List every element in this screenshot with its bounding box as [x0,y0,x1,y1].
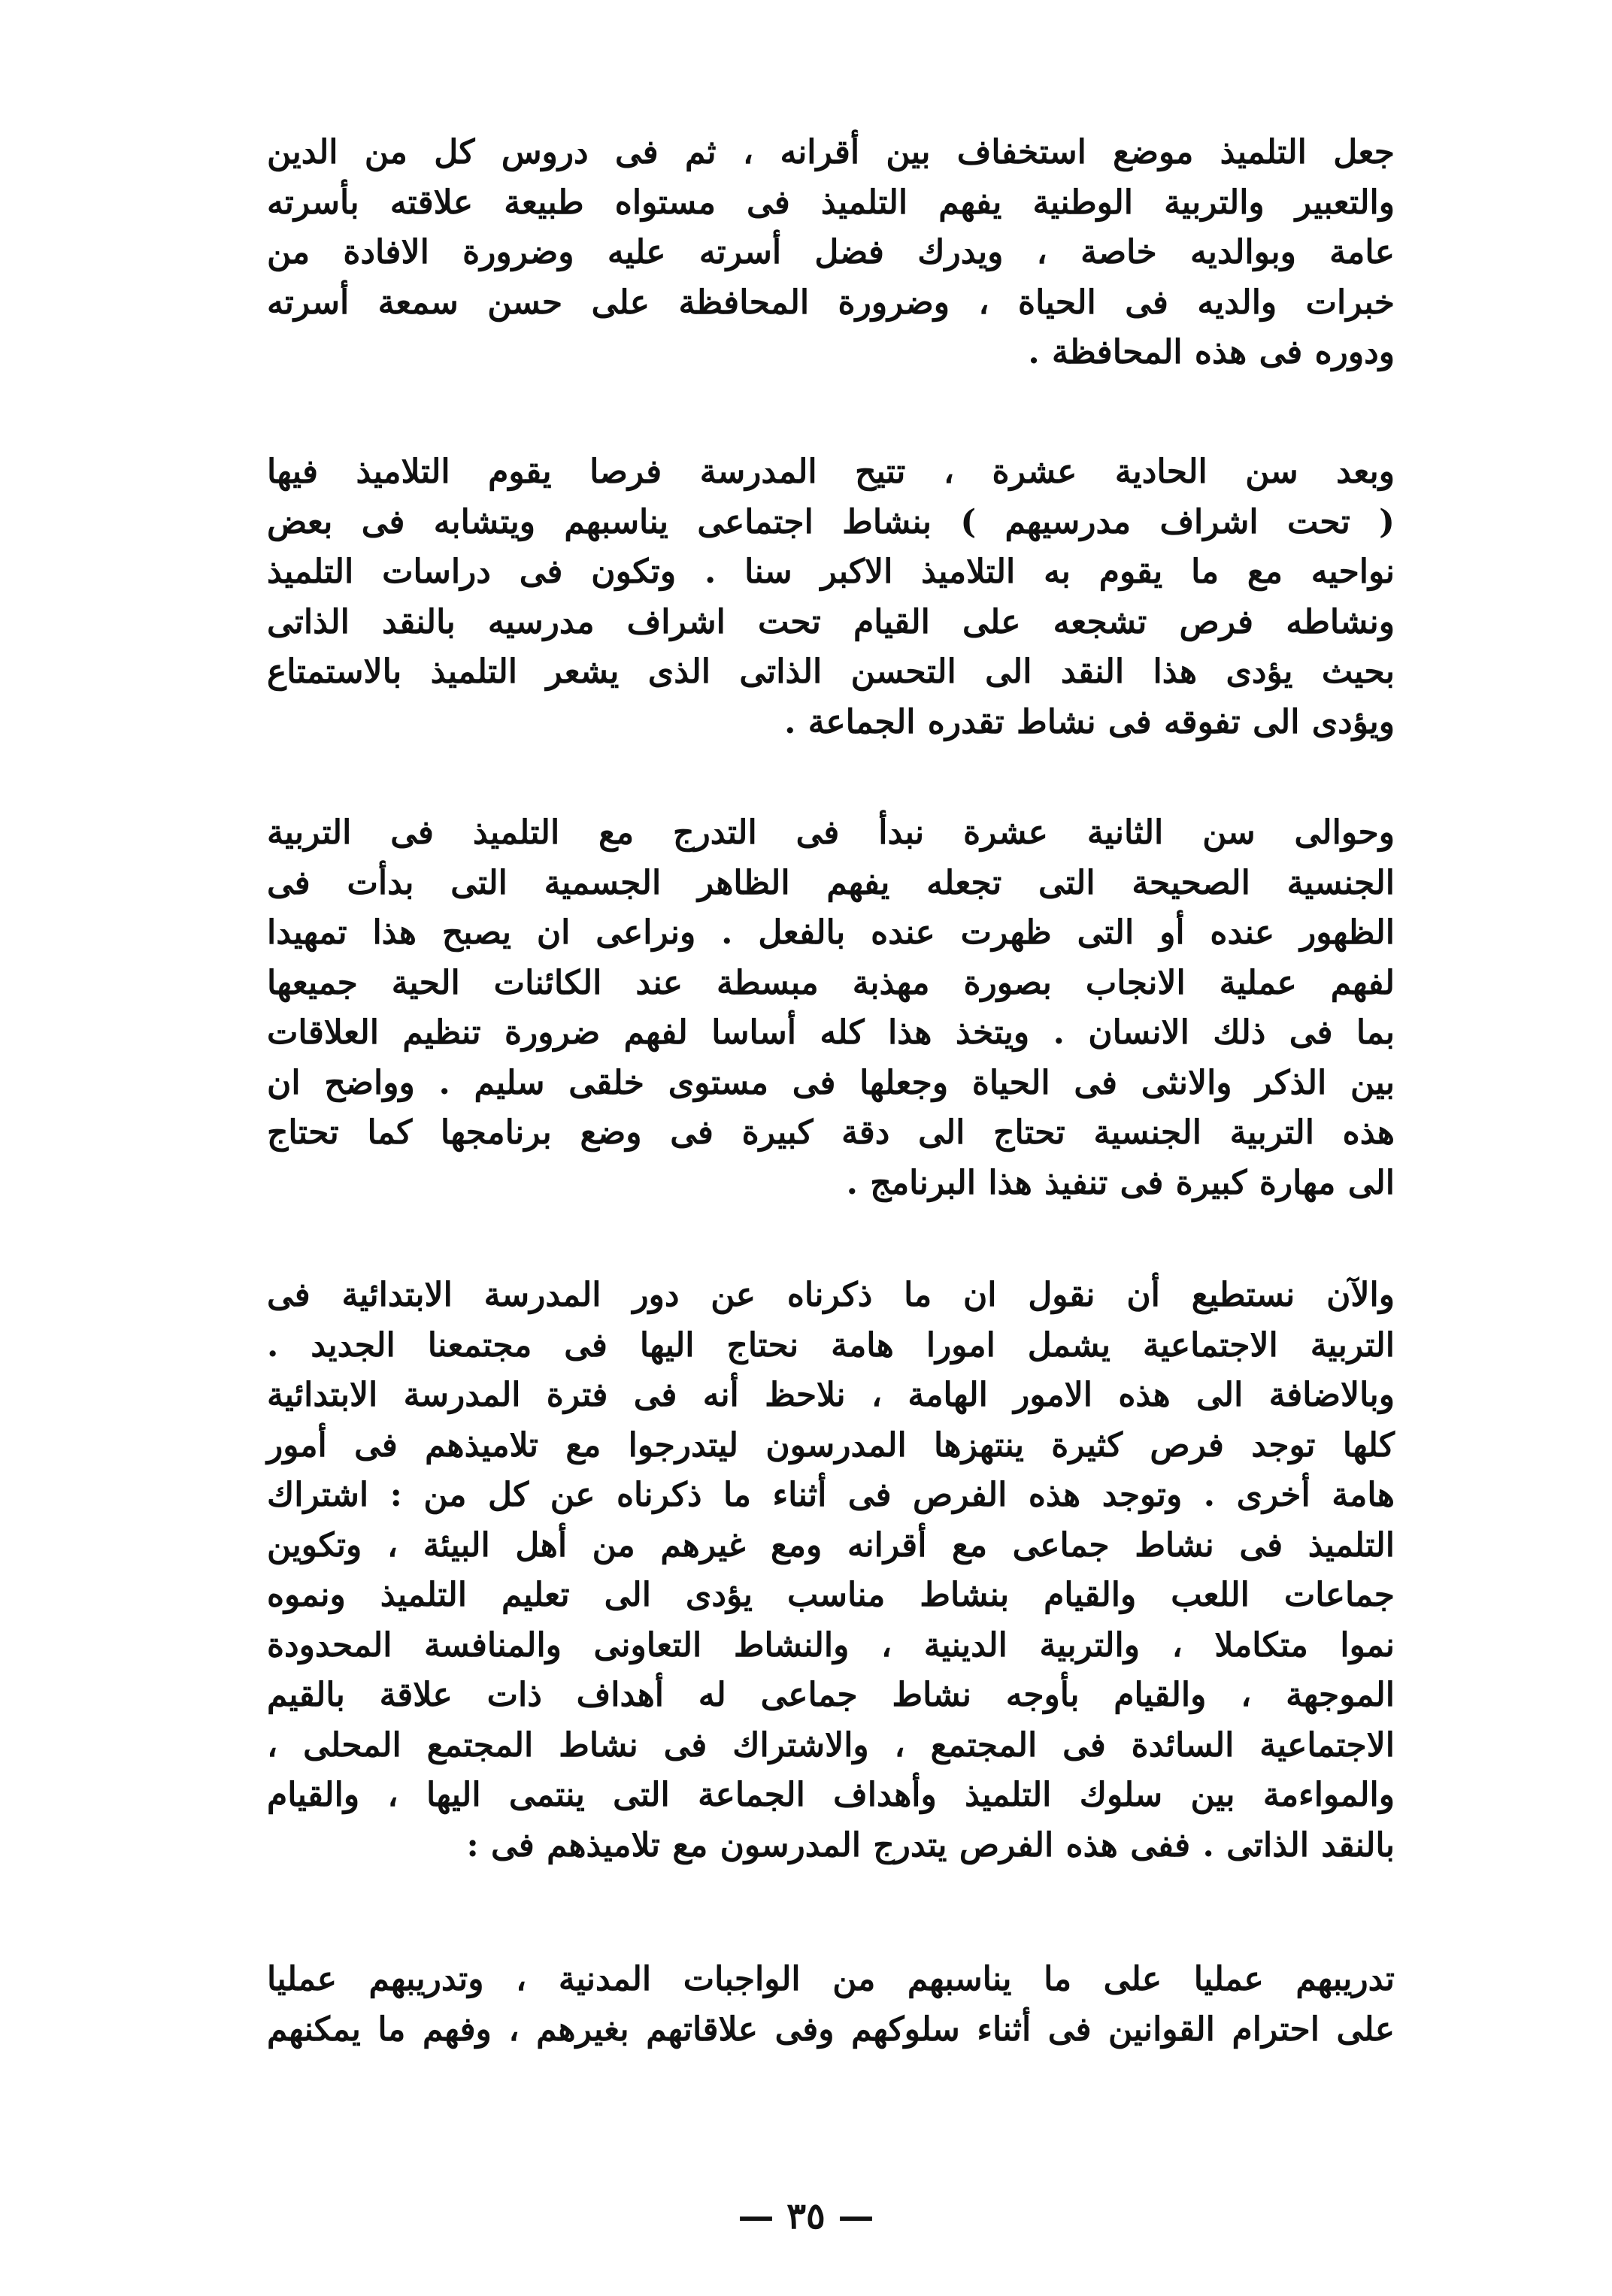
paragraph-line: هامة أخرى . وتوجد هذه الفرص فى أثناء ما ذكرناه عن كل من : اشتراك [267,1476,1395,1514]
paragraph-line: والآن نستطيع أن نقول ان ما ذكرناه عن دور المدرسة الابتدائية فى [267,1276,1395,1314]
paragraph-line: بحيث يؤدى هذا النقد الى التحسن الذاتى الذى يشعر التلميذ بالاستمتاع [267,653,1395,691]
paragraph-line: الاجتماعية السائدة فى المجتمع ، والاشتراك فى نشاط المجتمع المحلى ، [267,1725,1395,1764]
paragraph-line: الجنسية الصحيحة التى تجعله يفهم الظاهر الجسمية التى بدأت فى [267,863,1395,902]
paragraph-line: على احترام القوانين فى أثناء سلوكهم وفى علاقاتهم بغيرهم ، وفهم ما يمكنهم [267,2010,1395,2049]
paragraph-line: كلها توجد فرص كثيرة ينتهزها المدرسون ليتدرجوا مع تلاميذهم فى أمور [267,1425,1395,1465]
paragraph-line: جعل التلميذ موضع استخفاف بين أقرانه ، ثم فى دروس كل من الدين [267,133,1395,171]
paragraph-line: نموا متكاملا ، والتربية الدينية ، والنشاط التعاونى والمنافسة المحدودة [267,1625,1395,1664]
paragraph-line: وبعد سن الحادية عشرة ، تتيح المدرسة فرصا يقوم التلاميذ فيها [267,453,1395,491]
paragraph-line: عامة وبوالديه خاصة ، ويدرك فضل أسرته عليه وضرورة الافادة من [267,233,1395,271]
paragraph-line: وبالاضافة الى هذه الامور الهامة ، نلاحظ أنه فى فترة المدرسة الابتدائية [267,1376,1395,1414]
paragraph-line: التلميذ فى نشاط جماعى مع أقرانه ومع غيرهم من أهل البيئة ، وتكوين [267,1525,1395,1564]
paragraph-line: بالنقد الذاتى . ففى هذه الفرص يتدرج المدرسون مع تلاميذهم فى : [466,1825,1395,1864]
paragraph-line: بين الذكر والانثى فى الحياة وجعلها فى مستوى خلقى سليم . وواضح ان [267,1063,1395,1102]
paragraph-line: ويؤدى الى تفوقه فى نشاط تقدره الجماعة . [784,702,1395,741]
paragraph-line: ودوره فى هذه المحافظة . [1028,333,1395,371]
paragraph-line: تدريبهم عمليا على ما يناسبهم من الواجبات المدنية ، وتدريبهم عمليا [267,1960,1395,1998]
paragraph-line: والتعبير والتربية الوطنية يفهم التلميذ فى مستواه طبيعة علاقته بأسرته [267,183,1395,222]
paragraph-line: الظهور عنده أو التى ظهرت عنده بالفعل . ونراعى ان يصبح هذا تمهيدا [267,913,1395,952]
paragraph-line: هذه التربية الجنسية تحتاج الى دقة كبيرة فى وضع برنامجها كما تحتاج [267,1113,1395,1152]
paragraph-1 [267,128,1395,378]
paragraph-line: الى مهارة كبيرة فى تنفيذ هذا البرنامج . [846,1163,1395,1202]
paragraph-line: لفهم عملية الانجاب بصورة مهذبة مبسطة عند الكائنات الحية جميعها [267,963,1395,1002]
paragraph-3 [267,808,1395,1208]
paragraph-line: وحوالى سن الثانية عشرة نبدأ فى التدرج مع التلميذ فى التربية [267,813,1395,852]
paragraph-2 [267,447,1395,747]
paragraph-line: جماعات اللعب والقيام بنشاط مناسب يؤدى الى تعليم التلميذ ونموه [267,1576,1395,1614]
paragraph-line: نواحيه مع ما يقوم به التلاميذ الاكبر سنا . وتكون فى دراسات التلميذ [267,553,1395,591]
paragraph-line: ( تحت اشراف مدرسيهم ) بنشاط اجتماعى يناسبهم ويتشابه فى بعض [267,502,1395,541]
paragraph-line: بما فى ذلك الانسان . ويتخذ هذا كله أساسا لفهم ضرورة تنظيم العلاقات [267,1013,1395,1052]
paragraph-5 [267,1955,1395,2055]
paragraph-4 [267,1271,1395,1870]
paragraph-line: الموجهة ، والقيام بأوجه نشاط جماعى له أهداف ذات علاقة بالقيم [267,1676,1395,1714]
paragraph-line: التربية الاجتماعية يشمل امورا هامة نحتاج اليها فى مجتمعنا الجديد . [267,1325,1395,1365]
paragraph-line: خبرات والديه فى الحياة ، وضرورة المحافظة على حسن سمعة أسرته [267,283,1395,322]
page-number: — ٣٥ — [738,2195,874,2237]
paragraph-line: والمواءمة بين سلوك التلميذ وأهداف الجماعة التى ينتمى اليها ، والقيام [267,1776,1395,1814]
paragraph-line: ونشاطه فرص تشجعه على القيام تحت اشراف مدرسيه بالنقد الذاتى [267,602,1395,641]
